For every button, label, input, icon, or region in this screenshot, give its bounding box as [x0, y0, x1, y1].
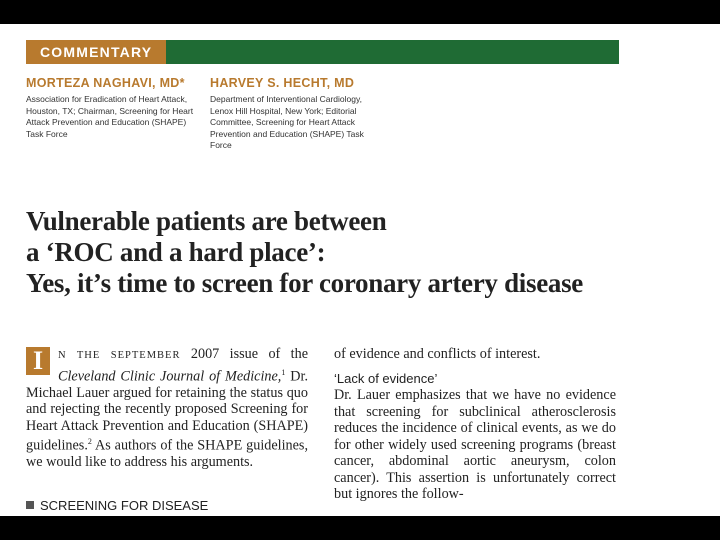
body-text: Dr. Lauer emphasizes that we have no evidence that screening for subclinical atherosclerosis reduces the incidence of clinical events, as we do for other widely used screening programs (breast cancer, abdominal aortic aneurysm, colon cancer). This assertion is unfortunately correct but ignores the follow- — [334, 387, 616, 502]
section-label — [26, 498, 208, 513]
body-text: Dr. Michael Lauer argued for retaining the status quo and rejecting the recently proposed Screening for Heart Attack Prevention and Education (SHAPE) guidelines. — [26, 368, 309, 454]
headline-line-3: Yes, it’s time to screen for coronary artery disease — [26, 268, 583, 298]
author-block-2 — [210, 76, 368, 152]
reference-mark: 1 — [281, 367, 286, 377]
lead-in: N THE SEPTEMBER — [58, 350, 181, 361]
reference-mark: 2 — [87, 437, 92, 447]
banner-label: COMMENTARY — [40, 44, 153, 60]
body-text: of evidence and conflicts of interest. — [334, 346, 541, 362]
article-page — [0, 24, 720, 516]
author-name: MORTEZA NAGHAVI, MD* — [26, 76, 185, 90]
section-subhead: ‘Lack of evidence’ — [334, 370, 438, 386]
author-affiliation: Department of Interventional Cardiology, Lenox Hill Hospital, New York; Editorial Committee, Screening for Heart Attack Prevention and Education (SHAPE) Task Force — [210, 94, 364, 151]
journal-title: Cleveland Clinic Journal of Medicine, — [58, 368, 282, 385]
square-bullet-icon — [26, 501, 34, 509]
body-text: As authors of the SHAPE guidelines, we would like to address his arguments. — [26, 437, 308, 471]
drop-cap: I — [26, 347, 50, 375]
headline-line-1: Vulnerable patients are between — [26, 206, 387, 236]
body-column-1 — [26, 346, 308, 471]
author-block-1 — [26, 76, 204, 140]
body-column-2 — [334, 346, 616, 503]
author-affiliation: Association for Eradication of Heart Attack, Houston, TX; Chairman, Screening for Heart Attack Prevention and Education (SHAPE) Task Force — [26, 94, 194, 139]
banner-bar — [166, 40, 619, 64]
commentary-banner — [26, 40, 166, 64]
headline-line-2: a ‘ROC and a hard place’: — [26, 237, 326, 267]
author-name: HARVEY S. HECHT, MD — [210, 76, 355, 90]
body-text: 2007 issue of the — [180, 346, 309, 362]
article-headline — [26, 206, 720, 299]
section-label-text: SCREENING FOR DISEASE — [40, 498, 209, 513]
